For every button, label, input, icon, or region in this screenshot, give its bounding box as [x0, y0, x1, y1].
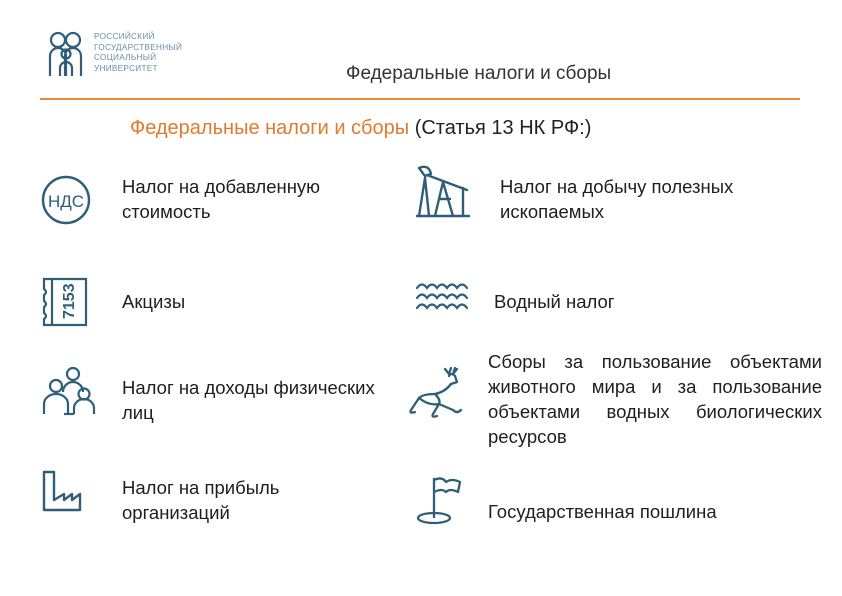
logo-line: РОССИЙСКИЙ [94, 32, 155, 41]
excise-stamp-icon [38, 275, 94, 331]
people-icon [40, 364, 100, 420]
university-logo [44, 30, 204, 80]
item-mineral-extraction-label: Налог на добычу полезных ископаемых [500, 176, 734, 222]
item-state-duty-label: Государственная пошлина [488, 501, 717, 522]
deer-icon [405, 366, 471, 422]
header-title: Федеральные налоги и сборы [346, 63, 612, 84]
item-excise-label: Акцизы [122, 291, 186, 312]
item-vat-label: Налог на добавленную стоимость [122, 176, 321, 222]
logo-people-icon [44, 30, 88, 78]
slide-title-accent: Федеральные налоги и сборы [130, 117, 410, 139]
factory-icon [40, 468, 96, 524]
item-water-tax-label: Водный налог [494, 291, 615, 312]
slide-title [130, 117, 591, 140]
item-wildlife-fees-label: Сборы за пользование объектами животного мира и за пользование объектами водных биологических ресурсов [488, 351, 822, 447]
item-personal-income-label: Налог на доходы физических лиц [122, 377, 375, 423]
logo-line: ГОСУДАРСТВЕННЫЙ [94, 42, 183, 52]
logo-line: УНИВЕРСИТЕТ [94, 63, 158, 73]
vat-icon-text: НДС [47, 192, 85, 211]
slide-title-rest: (Статья 13 НК РФ:) [409, 117, 592, 139]
header-divider [40, 98, 800, 100]
flag-stand-icon [414, 474, 466, 526]
water-waves-icon [413, 278, 473, 318]
oil-pump-icon [413, 164, 473, 224]
excise-stamp-text: 7153 [61, 283, 78, 319]
item-corporate-profit-label: Налог на прибыль организаций [122, 477, 280, 523]
logo-wordmark [94, 32, 182, 74]
logo-line: СОЦИАЛЬНЫЙ [94, 53, 157, 63]
vat-icon [38, 172, 94, 228]
